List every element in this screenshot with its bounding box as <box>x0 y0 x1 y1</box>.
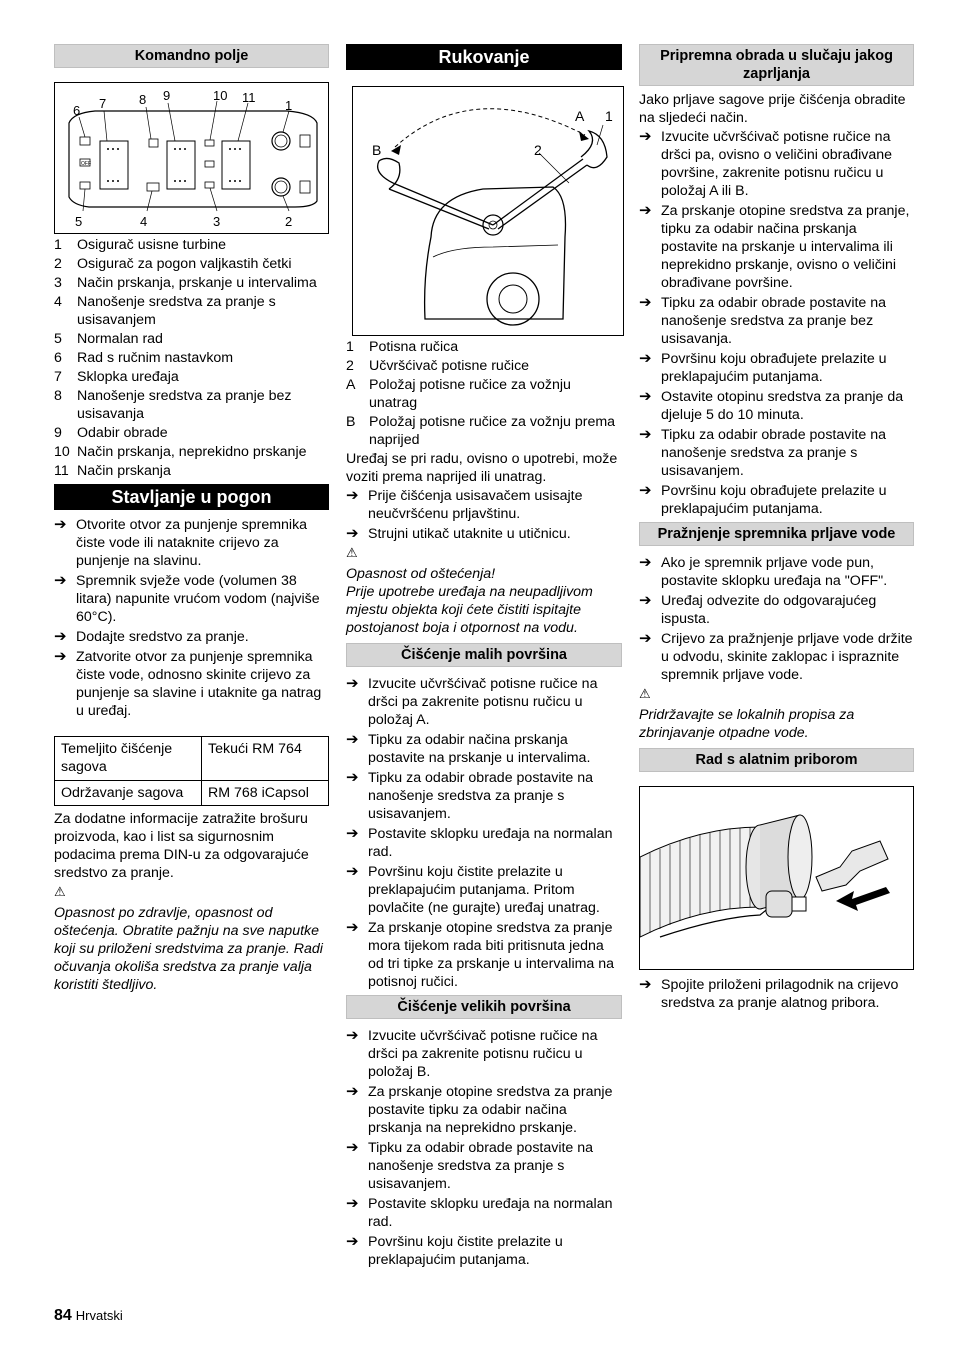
list-item: ➔ Za prskanje otopine sredstva za pranje mora tijekom rada biti pritisnuta jedna od tri tipke za prskanje u intervalima na potisnoj ručici. <box>346 919 615 990</box>
arrow-icon: ➔ <box>346 731 359 748</box>
arrow-icon: ➔ <box>346 919 359 936</box>
list-item: 2 Učvršćivač potisne ručice <box>346 358 530 374</box>
figure-label-2: 2 <box>534 142 542 158</box>
list-item: 1 Osigurač usisne turbine <box>54 237 227 253</box>
panel-label-1: 1 <box>285 98 293 113</box>
list-item: 1 Potisna ručica <box>346 339 459 355</box>
list-item: 7 Sklopka uređaja <box>54 369 179 385</box>
section-heading-large-areas: Čišćenje velikih površina <box>346 995 622 1019</box>
list-item: ➔ Spojite priloženi prilagodnik na crijevo sredstva za pranje alatnog pribora. <box>639 976 899 1011</box>
control-panel-figure <box>54 82 329 234</box>
arrow-icon: ➔ <box>54 572 67 589</box>
panel-label-10: 10 <box>213 88 228 103</box>
arrow-icon: ➔ <box>639 554 652 571</box>
list-item: ➔ Postavite sklopku uređaja na normalan rad. <box>346 1195 613 1230</box>
hose-adapter-figure <box>639 786 914 970</box>
list-item: 8 Nanošenje sredstva za pranje bez usisavanja <box>54 388 292 422</box>
list-item: 11 Način prskanja <box>54 463 171 479</box>
table-cell: RM 768 iCapsol <box>202 781 329 806</box>
page-footer <box>54 1307 123 1325</box>
list-item: ➔ Ako je spremnik prljave vode pun, postavite sklopku uređaja na "OFF". <box>639 554 888 589</box>
large-area-steps <box>346 1027 622 1269</box>
list-item: ➔ Površinu koju obrađujete prelazite u preklapajućim putanjama. <box>639 350 887 385</box>
list-item: B Položaj potisne ručice za vožnju prema naprijed <box>346 414 616 448</box>
list-item: ➔ Strujni utikač utaknite u utičnicu. <box>346 525 571 542</box>
arrow-icon: ➔ <box>346 1083 359 1100</box>
arrow-icon: ➔ <box>54 628 67 645</box>
arrow-icon: ➔ <box>639 592 652 609</box>
arrow-icon: ➔ <box>346 1233 359 1250</box>
list-item: ➔ Postavite sklopku uređaja na normalan rad. <box>346 825 613 860</box>
empty-tank-steps <box>639 554 914 684</box>
list-item: ➔ Za prskanje otopine sredstva za pranje postavite tipku za odabir načina prskanja na neprekidno prskanje. <box>346 1083 613 1136</box>
list-item: 2 Osigurač za pogon valjkastih četki <box>54 256 292 272</box>
arrow-icon: ➔ <box>346 1139 359 1156</box>
arrow-icon: ➔ <box>346 769 359 786</box>
list-item: ➔ Izvucite učvršćivač potisne ručice na dršci pa, ovisno o veličini obrađivane površine, zakrenite potisnu ručicu u položaj A ili B. <box>639 128 893 199</box>
list-item: ➔ Izvucite učvršćivač potisne ručice na dršci pa zakrenite potisnu ručicu u položaj A. <box>346 675 598 728</box>
list-item: ➔ Tipku za odabir obrade postavite na nanošenje sredstva za pranje s usisavanjem. <box>346 769 594 822</box>
start-up-steps <box>54 516 329 720</box>
detergent-table <box>54 736 329 806</box>
column-1 <box>54 44 329 994</box>
page-number: 84 <box>54 1307 72 1324</box>
pretreatment-steps <box>639 128 914 518</box>
list-item: ➔ Tipku za odabir obrade postavite na nanošenje sredstva za pranje s usisavanjem. <box>346 1139 594 1192</box>
figure-label-1: 1 <box>605 108 613 124</box>
warning-text: Prije upotrebe uređaja na neupadljivom mjestu objekta koji ćete čistiti ispitajte postojanost boja i otpornost na vodu. <box>346 584 593 636</box>
table-row <box>55 737 329 781</box>
section-heading-operation: Rukovanje <box>346 44 622 70</box>
warning-icon: ⚠ <box>54 884 66 899</box>
info-paragraph: Za dodatne informacije zatražite brošuru proizvoda, kao i list sa sigurnosnim podacima prema DIN-u za odgovarajuće sredstvo za pranje. <box>54 811 309 881</box>
list-item: ➔ Uređaj odvezite do odgovarajućeg ispusta. <box>639 592 877 627</box>
arrow-icon: ➔ <box>639 128 652 145</box>
panel-label-4: 4 <box>140 214 148 229</box>
operation-intro: Uređaj se pri radu, ovisno o upotrebi, može voziti prema naprijed ili unatrag. <box>346 451 618 485</box>
list-item: ➔ Površinu koju čistite prelazite u preklapajućim putanjama. <box>346 1233 563 1268</box>
panel-label-5: 5 <box>75 214 83 229</box>
panel-label-11: 11 <box>242 90 256 105</box>
column-3 <box>639 44 914 1014</box>
warning-title: Opasnost od oštećenja! <box>346 566 496 582</box>
panel-label-2: 2 <box>285 214 293 229</box>
list-item: A Položaj potisne ručice za vožnju unatrag <box>346 377 571 411</box>
control-panel-legend <box>54 236 329 480</box>
section-heading-start-up: Stavljanje u pogon <box>54 484 329 510</box>
pretreatment-intro: Jako prljave sagove prije čišćenja obradite na sljedeći način. <box>639 92 906 126</box>
footer-language: Hrvatski <box>75 1308 123 1323</box>
arrow-icon: ➔ <box>639 202 652 219</box>
arrow-icon: ➔ <box>346 487 359 504</box>
push-handle-figure <box>352 86 624 336</box>
panel-label-8: 8 <box>139 92 147 107</box>
panel-label-3: 3 <box>213 214 221 229</box>
list-item: ➔ Otvorite otvor za punjenje spremnika čiste vode ili nataknite crijevo za punjenje na slavinu. <box>54 516 308 569</box>
list-item: ➔ Crijevo za pražnjenje prljave vode držite u odvodu, skinite zaklopac i ispraznite spremnik prljave vode. <box>639 630 913 683</box>
arrow-icon: ➔ <box>346 1027 359 1044</box>
list-item: ➔ Zatvorite otvor za punjenje spremnika čiste vode, odnosno skinite crijevo za punjenje sa slavine i utaknite ga natrag u uređaj. <box>54 648 322 719</box>
section-heading-control-panel: Komandno polje <box>54 44 329 68</box>
arrow-icon: ➔ <box>639 388 652 405</box>
list-item: 4 Nanošenje sredstva za pranje s usisavanjem <box>54 294 276 328</box>
list-item: ➔ Površinu koju obrađujete prelazite u preklapajućim putanjama. <box>639 482 887 517</box>
arrow-icon: ➔ <box>54 516 67 533</box>
list-item: ➔ Tipku za odabir načina prskanja postavite na prskanje u intervalima. <box>346 731 591 766</box>
list-item: 3 Način prskanja, prskanje u intervalima <box>54 275 317 291</box>
arrow-icon: ➔ <box>639 976 652 993</box>
section-heading-empty-dirty-tank: Pražnjenje spremnika prljave vode <box>639 522 914 546</box>
hose-adapter-drawing <box>640 787 913 969</box>
warning-text: Opasnost po zdravlje, opasnost od oštećenja. Obratite pažnju na sve naputke koji su priloženi sredstvima za pranje. Radi očuvanja okoliša sredstva za pranje valja koristiti štedljivo. <box>54 905 323 993</box>
list-item: 9 Odabir obrade <box>54 425 168 441</box>
arrow-icon: ➔ <box>346 825 359 842</box>
list-item: 5 Normalan rad <box>54 331 163 347</box>
arrow-icon: ➔ <box>54 648 67 665</box>
list-item: ➔ Tipku za odabir obrade postavite na nanošenje sredstva za pranje bez usisavanja. <box>639 294 887 347</box>
arrow-icon: ➔ <box>639 426 652 443</box>
section-heading-pretreatment: Pripremna obrada u slučaju jakog zaprljanja <box>639 44 914 86</box>
table-cell: Održavanje sagova <box>55 781 202 806</box>
arrow-icon: ➔ <box>639 482 652 499</box>
arrow-icon: ➔ <box>639 294 652 311</box>
list-item: 10 Način prskanja, neprekidno prskanje <box>54 444 307 460</box>
list-item: 6 Rad s ručnim nastavkom <box>54 350 234 366</box>
list-item: ➔ Tipku za odabir obrade postavite na nanošenje sredstva za pranje s usisavanjem. <box>639 426 887 479</box>
warning-icon: ⚠ <box>346 545 358 560</box>
list-item: ➔ Prije čišćenja usisavačem usisajte neučvršćenu prljavštinu. <box>346 487 583 522</box>
arrow-icon: ➔ <box>346 1195 359 1212</box>
list-item: ➔ Ostavite otopinu sredstva za pranje da djeluje 5 do 10 minuta. <box>639 388 904 423</box>
operation-pre-steps <box>346 487 622 543</box>
section-heading-small-areas: Čišćenje malih površina <box>346 643 622 667</box>
panel-label-7: 7 <box>99 96 107 111</box>
list-item: ➔ Površinu koju čistite prelazite u preklapajućim putanjama. Pritom povlačite (ne gurajte) uređaj unatrag. <box>346 863 600 916</box>
panel-label-6: 6 <box>73 103 81 118</box>
figure-label-A: A <box>575 108 585 124</box>
list-item: ➔ Spremnik svježe vode (volumen 38 litara) napunite vrućom vodom (najviše 60°C). <box>54 572 320 625</box>
list-item: ➔ Dodajte sredstvo za pranje. <box>54 628 249 645</box>
table-cell: Tekući RM 764 <box>202 737 329 781</box>
list-item: ➔ Za prskanje otopine sredstva za pranje, tipku za odabir načina prskanja postavite na prskanje u intervalima ili neprekidno prskanje, ovisno o veličini obrađivane površine. <box>639 202 910 291</box>
arrow-icon: ➔ <box>639 630 652 647</box>
warning-text: Pridržavajte se lokalnih propisa za zbrinjavanje otpadne vode. <box>639 707 855 741</box>
panel-off-text: OFF <box>81 161 91 167</box>
machine-drawing <box>353 87 623 335</box>
arrow-icon: ➔ <box>346 525 359 542</box>
arrow-icon: ➔ <box>639 350 652 367</box>
panel-label-9: 9 <box>163 88 171 103</box>
accessory-steps <box>639 976 914 1012</box>
warning-icon: ⚠ <box>639 686 651 701</box>
table-cell: Temeljito čišćenje sagova <box>55 737 202 781</box>
table-row <box>55 781 329 806</box>
push-handle-legend <box>346 338 622 449</box>
section-heading-accessories: Rad s alatnim priborom <box>639 748 914 772</box>
list-item: ➔ Izvucite učvršćivač potisne ručice na dršci pa zakrenite potisnu ručicu u položaj B. <box>346 1027 598 1080</box>
arrow-icon: ➔ <box>346 863 359 880</box>
figure-label-B: B <box>372 142 382 158</box>
small-area-steps <box>346 675 622 991</box>
arrow-icon: ➔ <box>346 675 359 692</box>
column-2 <box>346 44 622 1271</box>
